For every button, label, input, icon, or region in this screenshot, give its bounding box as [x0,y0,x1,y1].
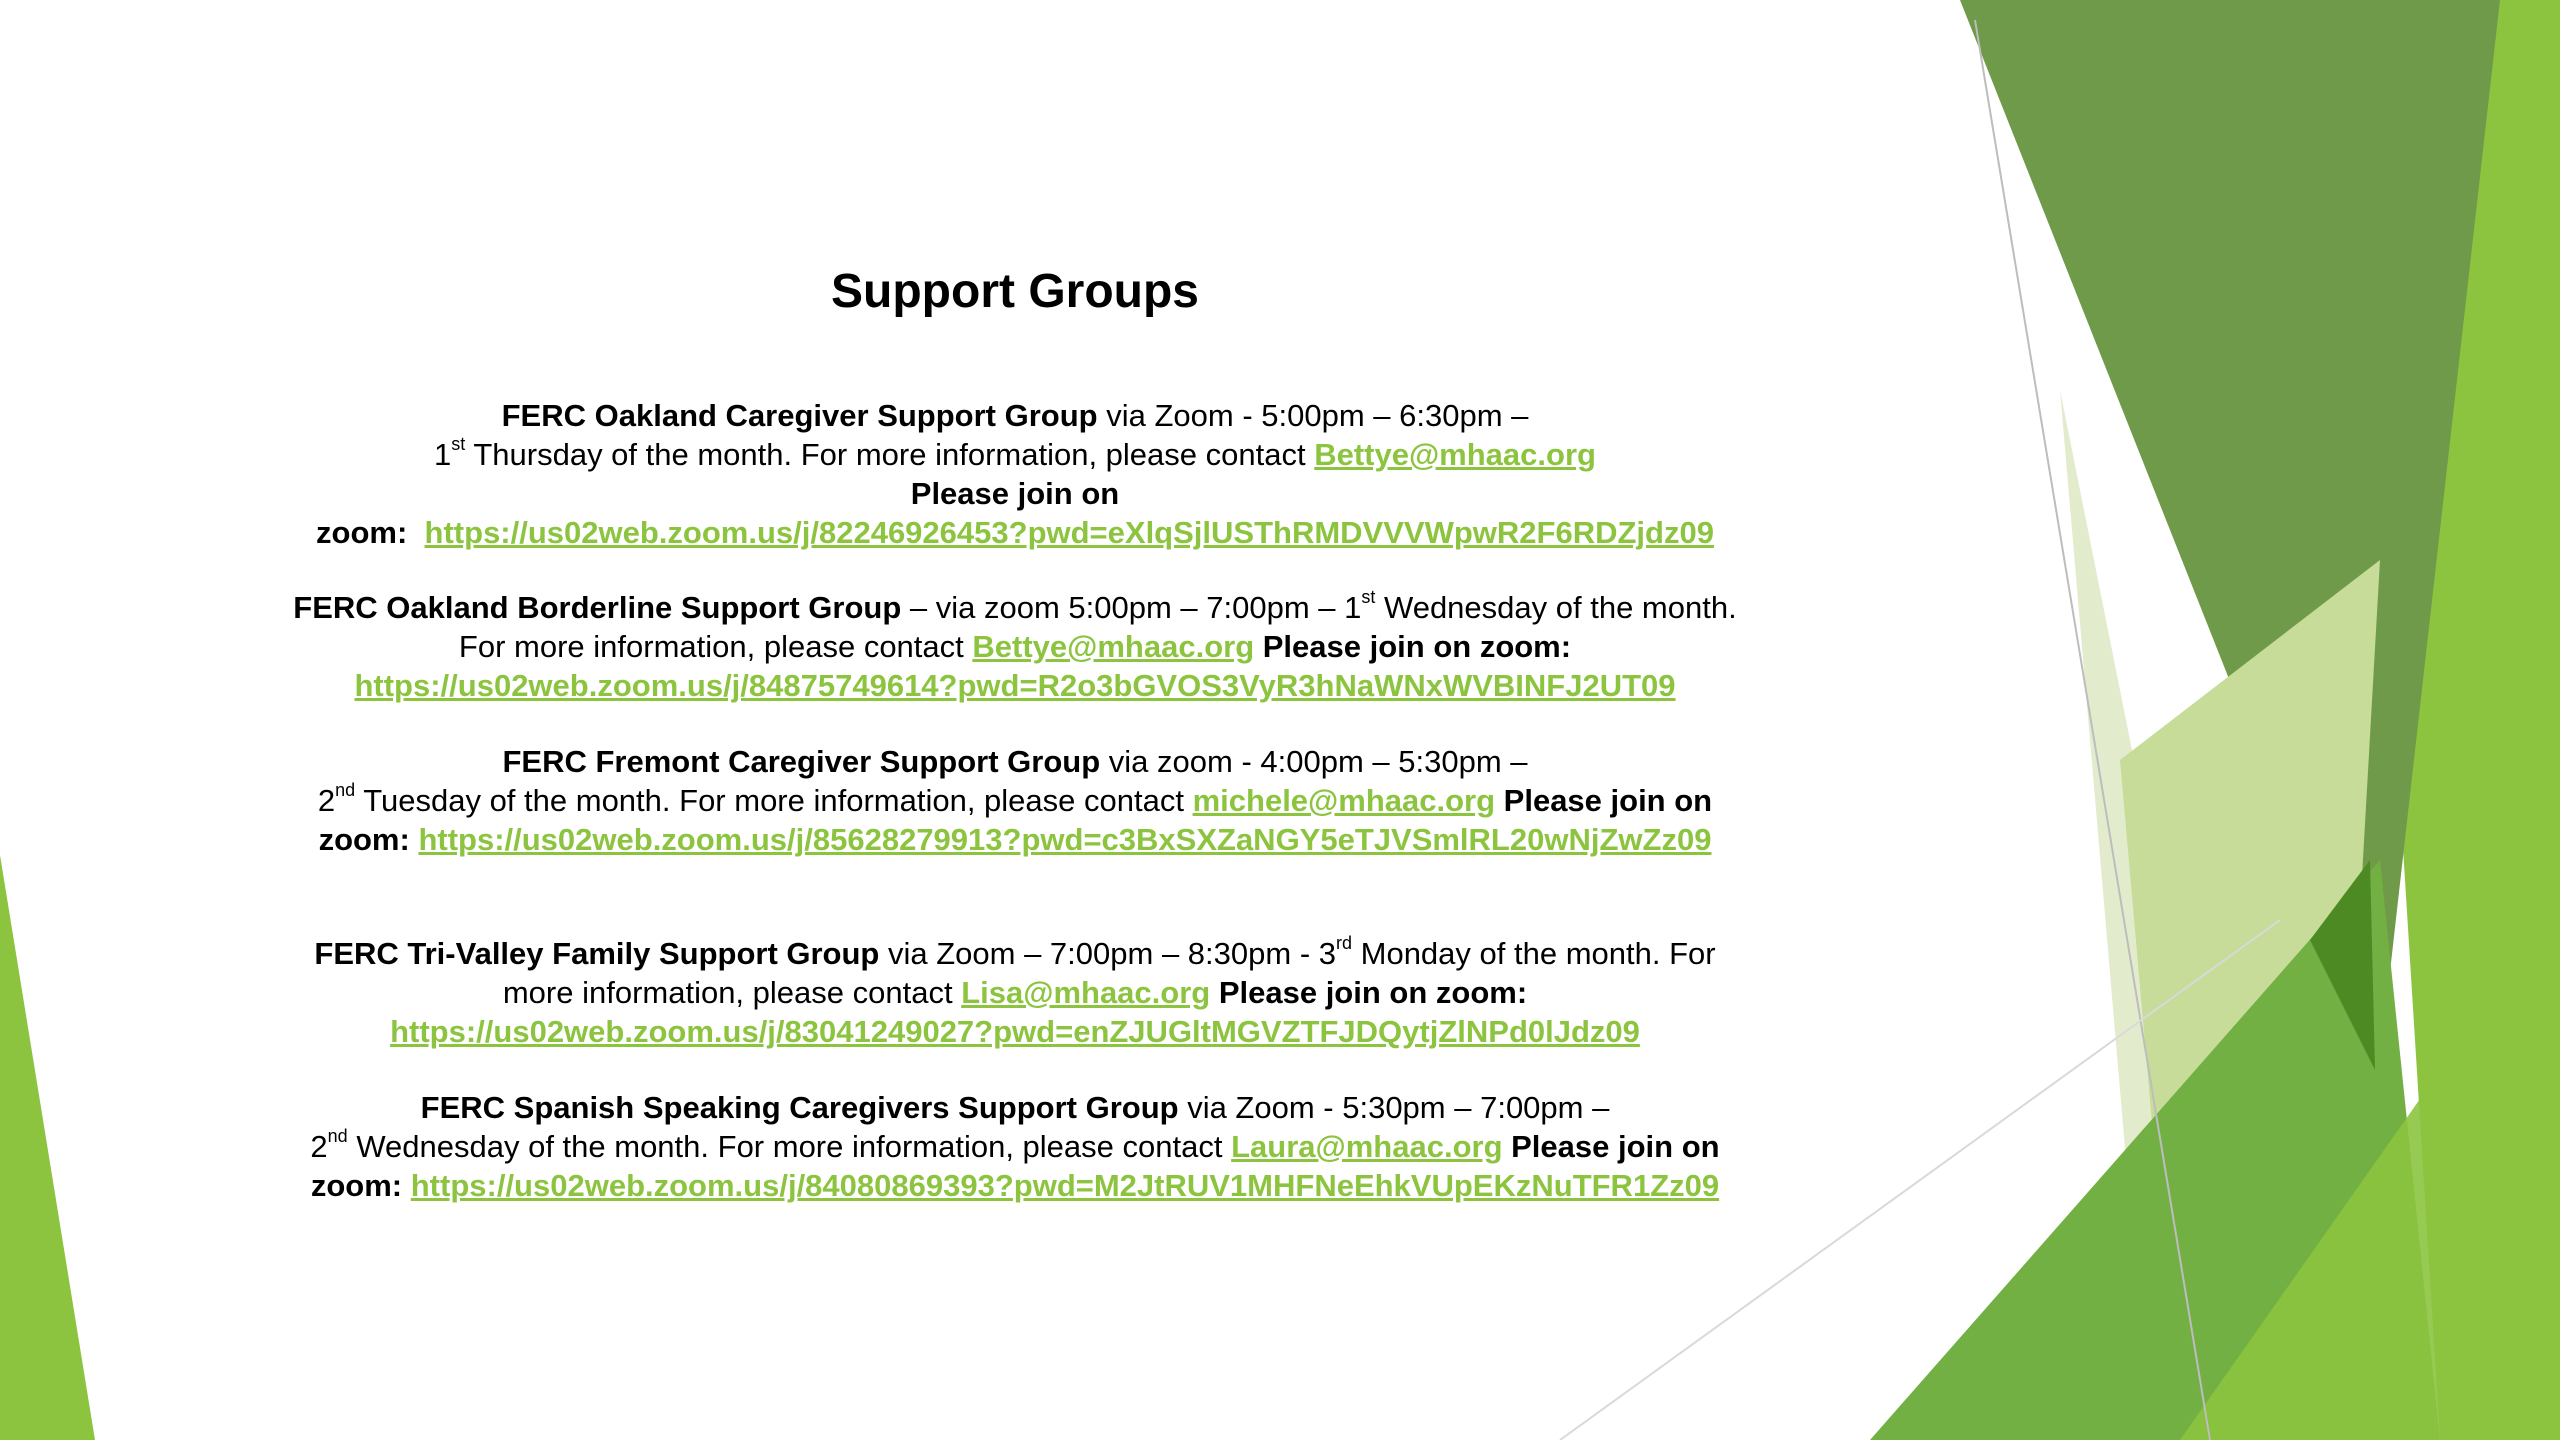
group-day: Wednesday of the month. [1375,590,1737,625]
join-label: Please join on [1502,1129,1720,1164]
slide-title: Support Groups [831,265,1199,318]
ordinal-suffix: rd [1336,932,1353,953]
group-schedule: – via zoom 5:00pm – 7:00pm – [901,590,1345,625]
group-name: FERC Spanish Speaking Caregivers Support Group [420,1090,1179,1125]
ordinal-suffix: nd [327,1125,348,1146]
group-line [240,435,1790,474]
group-oakland-caregiver [240,396,1790,552]
group-schedule: via zoom - 4:00pm – 5:30pm – [1100,744,1528,779]
group-name: FERC Oakland Borderline Support Group [293,590,902,625]
group-name: FERC Tri-Valley Family Support Group [314,936,880,971]
group-schedule: via Zoom - 5:30pm – 7:00pm – [1178,1090,1610,1125]
contact-email-link[interactable]: Bettye@mhaac.org [1314,437,1596,472]
group-schedule: via Zoom – 7:00pm – 8:30pm - [879,936,1319,971]
join-label-zoom: zoom: [316,515,408,550]
join-label: Please join on [1495,783,1713,818]
zoom-link[interactable]: https://us02web.zoom.us/j/85628279913?pwd=c3BxSXZaNGY5eTJVSmlRL20wNjZwZz09 [418,822,1712,857]
group-line [240,1127,1790,1166]
group-line [240,513,1790,552]
group-details: Wednesday of the month. For more information, please contact [347,1129,1232,1164]
group-line [240,820,1790,859]
contact-email-link[interactable]: Laura@mhaac.org [1231,1129,1503,1164]
ordinal-number: 1 [434,437,452,472]
group-details: more information, please contact [502,975,962,1010]
group-schedule: via Zoom - 5:00pm – 6:30pm – [1097,398,1529,433]
ordinal-number: 3 [1318,936,1336,971]
ordinal-number: 1 [1344,590,1362,625]
ordinal-suffix: st [1361,586,1376,607]
zoom-link[interactable]: https://us02web.zoom.us/j/83041249027?pwd=enZJUGltMGVZTFJDQytjZlNPd0lJdz09 [390,1014,1640,1049]
group-tri-valley-family [240,934,1790,1051]
group-details: For more information, please contact [458,629,973,664]
group-line [240,627,1790,666]
group-line [240,781,1790,820]
join-label: Please join on [910,476,1120,511]
zoom-link[interactable]: https://us02web.zoom.us/j/82246926453?pwd=eXlqSjlUSThRMDVVVWpwR2F6RDZjdz09 [424,515,1714,550]
group-spanish-speaking-caregivers [240,1088,1790,1205]
group-name: FERC Fremont Caregiver Support Group [502,744,1101,779]
contact-email-link[interactable]: Lisa@mhaac.org [961,975,1211,1010]
join-label-zoom: zoom: [310,1168,411,1203]
ordinal-number: 2 [317,783,336,818]
group-line [240,934,1790,973]
group-oakland-borderline [240,588,1790,705]
ordinal-number: 2 [310,1129,328,1164]
ordinal-suffix: nd [335,779,356,800]
group-line [240,1012,1790,1051]
left-green-sliver [0,855,95,1440]
contact-email-link[interactable]: Bettye@mhaac.org [972,629,1255,664]
group-details: Tuesday of the month. For more information, please contact [355,783,1193,818]
zoom-link[interactable]: https://us02web.zoom.us/j/84080869393?pwd=M2JtRUV1MHFNeEhkVUpEKzNuTFR1Zz09 [410,1168,1720,1203]
group-line [240,973,1790,1012]
group-line [240,474,1790,513]
group-day: Monday of the month. For [1352,936,1716,971]
ordinal-suffix: st [451,433,466,454]
slide-content [240,0,1790,1440]
join-label: Please join on zoom: [1254,629,1572,664]
group-line [240,588,1790,627]
zoom-link[interactable]: https://us02web.zoom.us/j/84875749614?pwd=R2o3bGVOS3VyR3hNaWNxWVBINFJ2UT09 [354,668,1676,703]
group-line [240,1088,1790,1127]
group-line [240,742,1790,781]
join-label: Please join on zoom: [1210,975,1528,1010]
join-label-zoom: zoom: [318,822,419,857]
group-details: Thursday of the month. For more information, please contact [465,437,1315,472]
contact-email-link[interactable]: michele@mhaac.org [1192,783,1496,818]
group-line [240,666,1790,705]
group-fremont-caregiver [240,742,1790,859]
group-line [240,1166,1790,1205]
group-name: FERC Oakland Caregiver Support Group [501,398,1098,433]
group-line [240,396,1790,435]
